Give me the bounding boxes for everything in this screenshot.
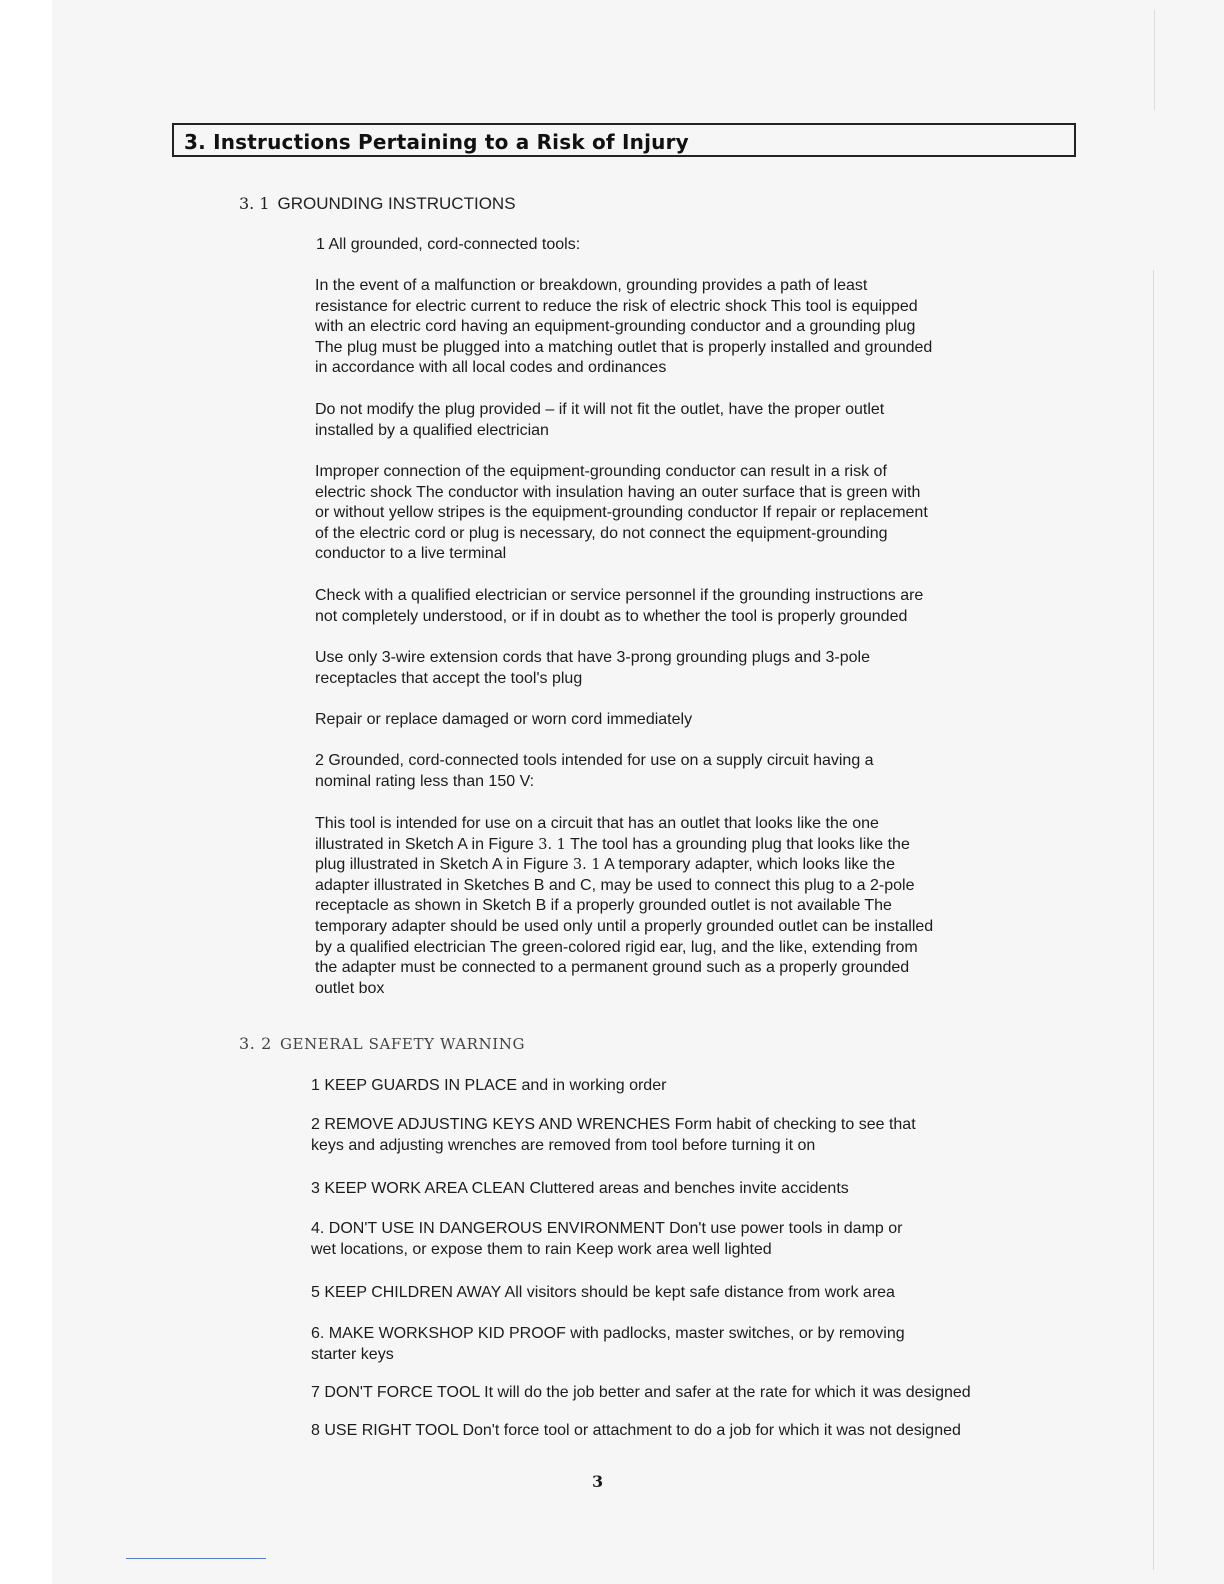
scan-edge-line — [1153, 270, 1154, 1570]
text-line: In the event of a malfunction or breakdown, grounding provides a path of least — [315, 277, 868, 294]
text-line: 8 USE RIGHT TOOL Don't force tool or attachment to do a job for which it was not designed — [311, 1422, 961, 1439]
text-line: wet locations, or expose them to rain Keep work area well lighted — [311, 1240, 772, 1258]
text-line: nominal rating less than 150 V: — [315, 772, 535, 790]
text-line: Check with a qualified electrician or service personnel if the grounding instructions are — [315, 587, 924, 604]
text-line: keys and adjusting wrenches are removed from tool before turning it on — [311, 1136, 816, 1154]
text-line: Do not modify the plug provided – if it will not fit the outlet, have the proper outlet — [315, 401, 885, 418]
text-line: not completely understood, or if in doubt as to whether the tool is properly grounded — [315, 607, 908, 625]
text-line: with an electric cord having an equipment-grounding conductor and a grounding plug — [315, 318, 916, 336]
figure-reference: 3. 1 — [572, 857, 601, 874]
text-line: The plug must be plugged into a matching outlet that is properly installed and grounded — [315, 338, 933, 356]
text-line: 3 KEEP WORK AREA CLEAN Cluttered areas and benches invite accidents — [311, 1180, 849, 1197]
safety-item-4 — [311, 1219, 902, 1260]
text-line: temporary adapter should be used only until a properly grounded outlet can be installed — [315, 917, 934, 935]
text-line: 2 REMOVE ADJUSTING KEYS AND WRENCHES Form habit of checking to see that — [311, 1116, 916, 1133]
text-line: the adapter must be connected to a permanent ground such as a properly grounded — [315, 959, 910, 977]
text-fragment: A temporary adapter, which looks like the — [600, 856, 895, 874]
text-line: 5 KEEP CHILDREN AWAY All visitors should be kept safe distance from work area — [311, 1284, 895, 1301]
section-number: 3. 2 — [239, 1034, 272, 1053]
section-title: 3. Instructions Pertaining to a Risk of Injury — [172, 123, 1076, 157]
text-line: Improper connection of the equipment-grounding conductor can result in a risk of — [315, 463, 887, 480]
scan-edge-mark — [1154, 10, 1155, 110]
paragraph-repair-cord — [315, 710, 692, 731]
text-line — [315, 835, 933, 856]
section-heading-text: GROUNDING INSTRUCTIONS — [277, 194, 516, 213]
text-line: adapter illustrated in Sketches B and C, may be used to connect this plug to a 2-pole — [315, 876, 915, 894]
text-line: Use only 3-wire extension cords that have 3-prong grounding plugs and 3-pole — [315, 649, 871, 666]
safety-item-5 — [311, 1283, 895, 1304]
paragraph-extension-cords — [315, 648, 870, 689]
item-heading-1 — [316, 235, 580, 256]
text-line: of the electric cord or plug is necessary, do not connect the equipment-grounding — [315, 524, 888, 542]
section-number: 3. 1 — [239, 194, 270, 213]
safety-item-1 — [311, 1076, 666, 1097]
safety-item-7 — [311, 1383, 971, 1404]
text-line: by a qualified electrician The green-colored rigid ear, lug, and the like, extending from — [315, 938, 918, 956]
scan-margin — [0, 0, 52, 1584]
text-line: electric shock The conductor with insulation having an outer surface that is green with — [315, 483, 921, 501]
paragraph-improper-connection — [315, 462, 928, 565]
text-line: or without yellow stripes is the equipment-grounding conductor If repair or replacement — [315, 504, 928, 522]
safety-item-2 — [311, 1115, 916, 1156]
text-line: in accordance with all local codes and ordinances — [315, 359, 667, 377]
text-line: 6. MAKE WORKSHOP KID PROOF with padlocks, master switches, or by removing — [311, 1325, 905, 1342]
section-heading-text: GENERAL SAFETY WARNING — [279, 1035, 526, 1053]
safety-item-3 — [311, 1179, 849, 1200]
text-line: starter keys — [311, 1345, 394, 1363]
page-number: 3 — [592, 1472, 604, 1491]
paragraph-check-electrician — [315, 586, 923, 627]
text-line: receptacles that accept the tool's plug — [315, 669, 583, 687]
text-line: 2 Grounded, cord-connected tools intended for use on a supply circuit having a — [315, 752, 874, 769]
safety-item-6 — [311, 1324, 905, 1365]
text-line: 1 KEEP GUARDS IN PLACE and in working order — [311, 1077, 667, 1094]
figure-reference: 3. 1 — [538, 836, 566, 853]
safety-item-8 — [311, 1421, 961, 1442]
text-line: conductor to a live terminal — [315, 545, 507, 563]
text-line: This tool is intended for use on a circuit that has an outlet that looks like the one — [315, 815, 879, 832]
text-line — [315, 855, 933, 876]
paragraph-grounding-path — [315, 276, 932, 379]
text-line: outlet box — [315, 979, 385, 997]
item-heading-2 — [315, 751, 874, 792]
text-line: receptacle as shown in Sketch B if a properly grounded outlet is not available The — [315, 897, 892, 915]
item-heading-line: 1 All grounded, cord-connected tools: — [316, 236, 581, 253]
text-line: 4. DON'T USE IN DANGEROUS ENVIRONMENT Don't use power tools in damp or — [311, 1220, 903, 1237]
text-fragment: plug illustrated in Sketch A in Figure — [315, 856, 573, 874]
text-fragment: The tool has a grounding plug that looks like the — [565, 835, 910, 853]
footer-rule — [126, 1558, 266, 1559]
text-line: Repair or replace damaged or worn cord immediately — [315, 711, 693, 728]
text-line: installed by a qualified electrician — [315, 421, 549, 439]
paragraph-do-not-modify — [315, 400, 884, 441]
section-heading-grounding — [239, 194, 516, 214]
paragraph-adapter — [315, 814, 933, 999]
text-line: resistance for electric current to reduce the risk of electric shock This tool is equipped — [315, 297, 918, 315]
text-line: 7 DON'T FORCE TOOL It will do the job better and safer at the rate for which it was designed — [311, 1384, 971, 1401]
section-heading-safety — [239, 1034, 525, 1053]
text-fragment: illustrated in Sketch A in Figure — [315, 835, 539, 853]
